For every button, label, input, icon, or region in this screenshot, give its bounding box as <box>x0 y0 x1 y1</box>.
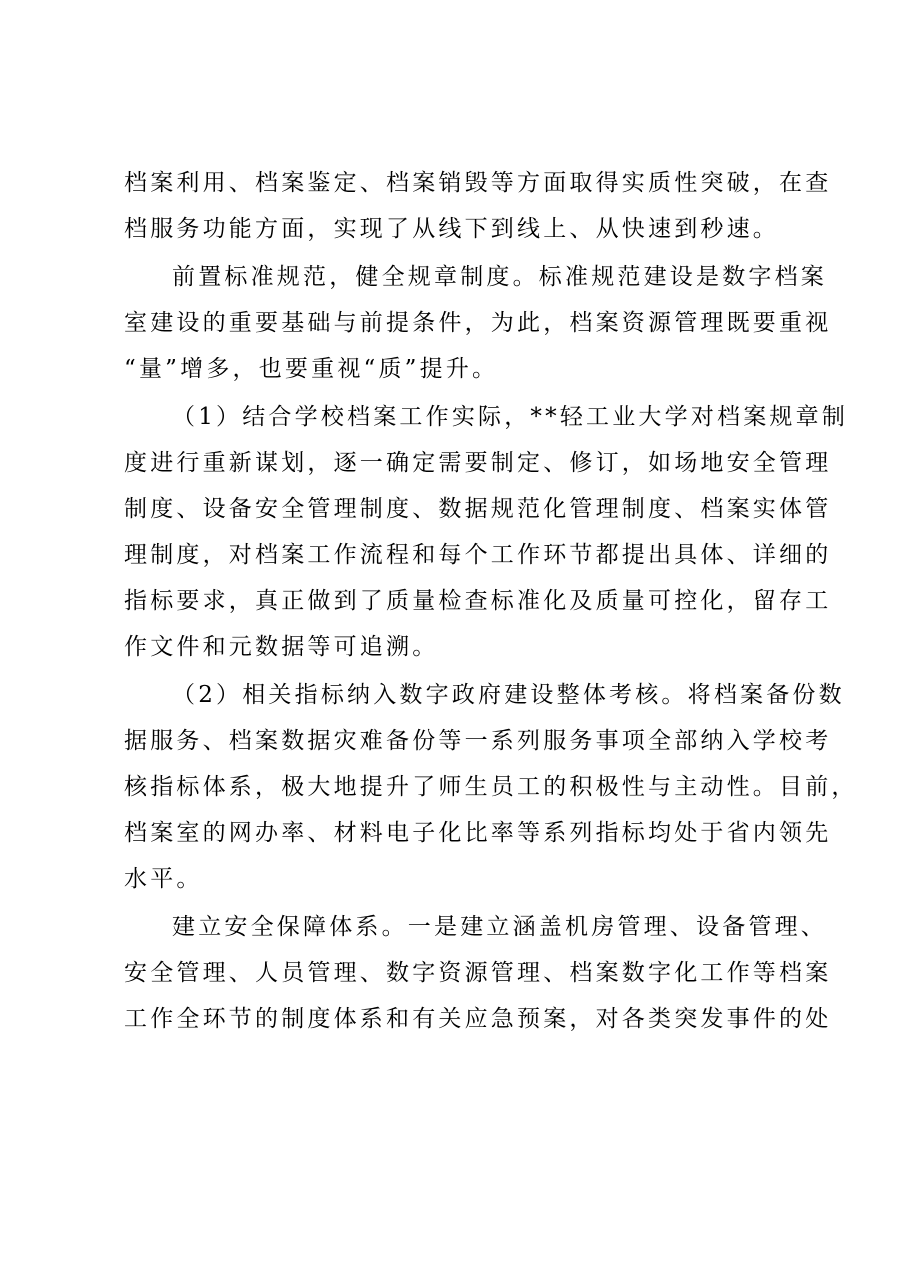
text-line: 建立安全保障体系。一是建立涵盖机房管理、设备管理、 <box>172 914 827 940</box>
text-line: 制度、设备安全管理制度、数据规范化管理制度、档案实体管 <box>124 496 832 522</box>
paragraph-2 <box>124 254 832 392</box>
text-line: “量”增多，也要重视“质”提升。 <box>124 356 499 382</box>
paragraph-4 <box>124 672 858 902</box>
text-line: 核指标体系，极大地提升了师生员工的积极性与主动性。目前， <box>124 774 858 800</box>
paragraph-3 <box>124 394 849 670</box>
text-line: （2）相关指标纳入数字政府建设整体考核。将档案备份数 <box>172 682 845 708</box>
text-line: 档案利用、档案鉴定、档案销毁等方面取得实质性突破，在查 <box>124 170 832 196</box>
text-line: 作文件和元数据等可追溯。 <box>124 634 439 660</box>
paragraph-1 <box>124 160 832 252</box>
text-line: 指标要求，真正做到了质量检查标准化及质量可控化，留存工 <box>124 588 832 614</box>
text-line: 前置标准规范，健全规章制度。标准规范建设是数字档案 <box>172 264 827 290</box>
text-line: 安全管理、人员管理、数字资源管理、档案数字化工作等档案 <box>124 960 832 986</box>
text-line: 档服务功能方面，实现了从线下到线上、从快速到秒速。 <box>124 216 779 242</box>
text-line: 度进行重新谋划，逐一确定需要制定、修订，如场地安全管理 <box>124 450 832 476</box>
text-line: 室建设的重要基础与前提条件，为此，档案资源管理既要重视 <box>124 310 832 336</box>
text-line: 工作全环节的制度体系和有关应急预案，对各类突发事件的处 <box>124 1006 832 1032</box>
text-line: 水平。 <box>124 866 203 892</box>
document-body <box>124 160 858 1044</box>
paragraph-5 <box>124 904 832 1042</box>
text-line: （1）结合学校档案工作实际，**轻工业大学对档案规章制 <box>172 404 849 430</box>
text-line: 据服务、档案数据灾难备份等一系列服务事项全部纳入学校考 <box>124 728 832 754</box>
text-line: 理制度，对档案工作流程和每个工作环节都提出具体、详细的 <box>124 542 832 568</box>
text-line: 档案室的网办率、材料电子化比率等系列指标均处于省内领先 <box>124 820 832 846</box>
